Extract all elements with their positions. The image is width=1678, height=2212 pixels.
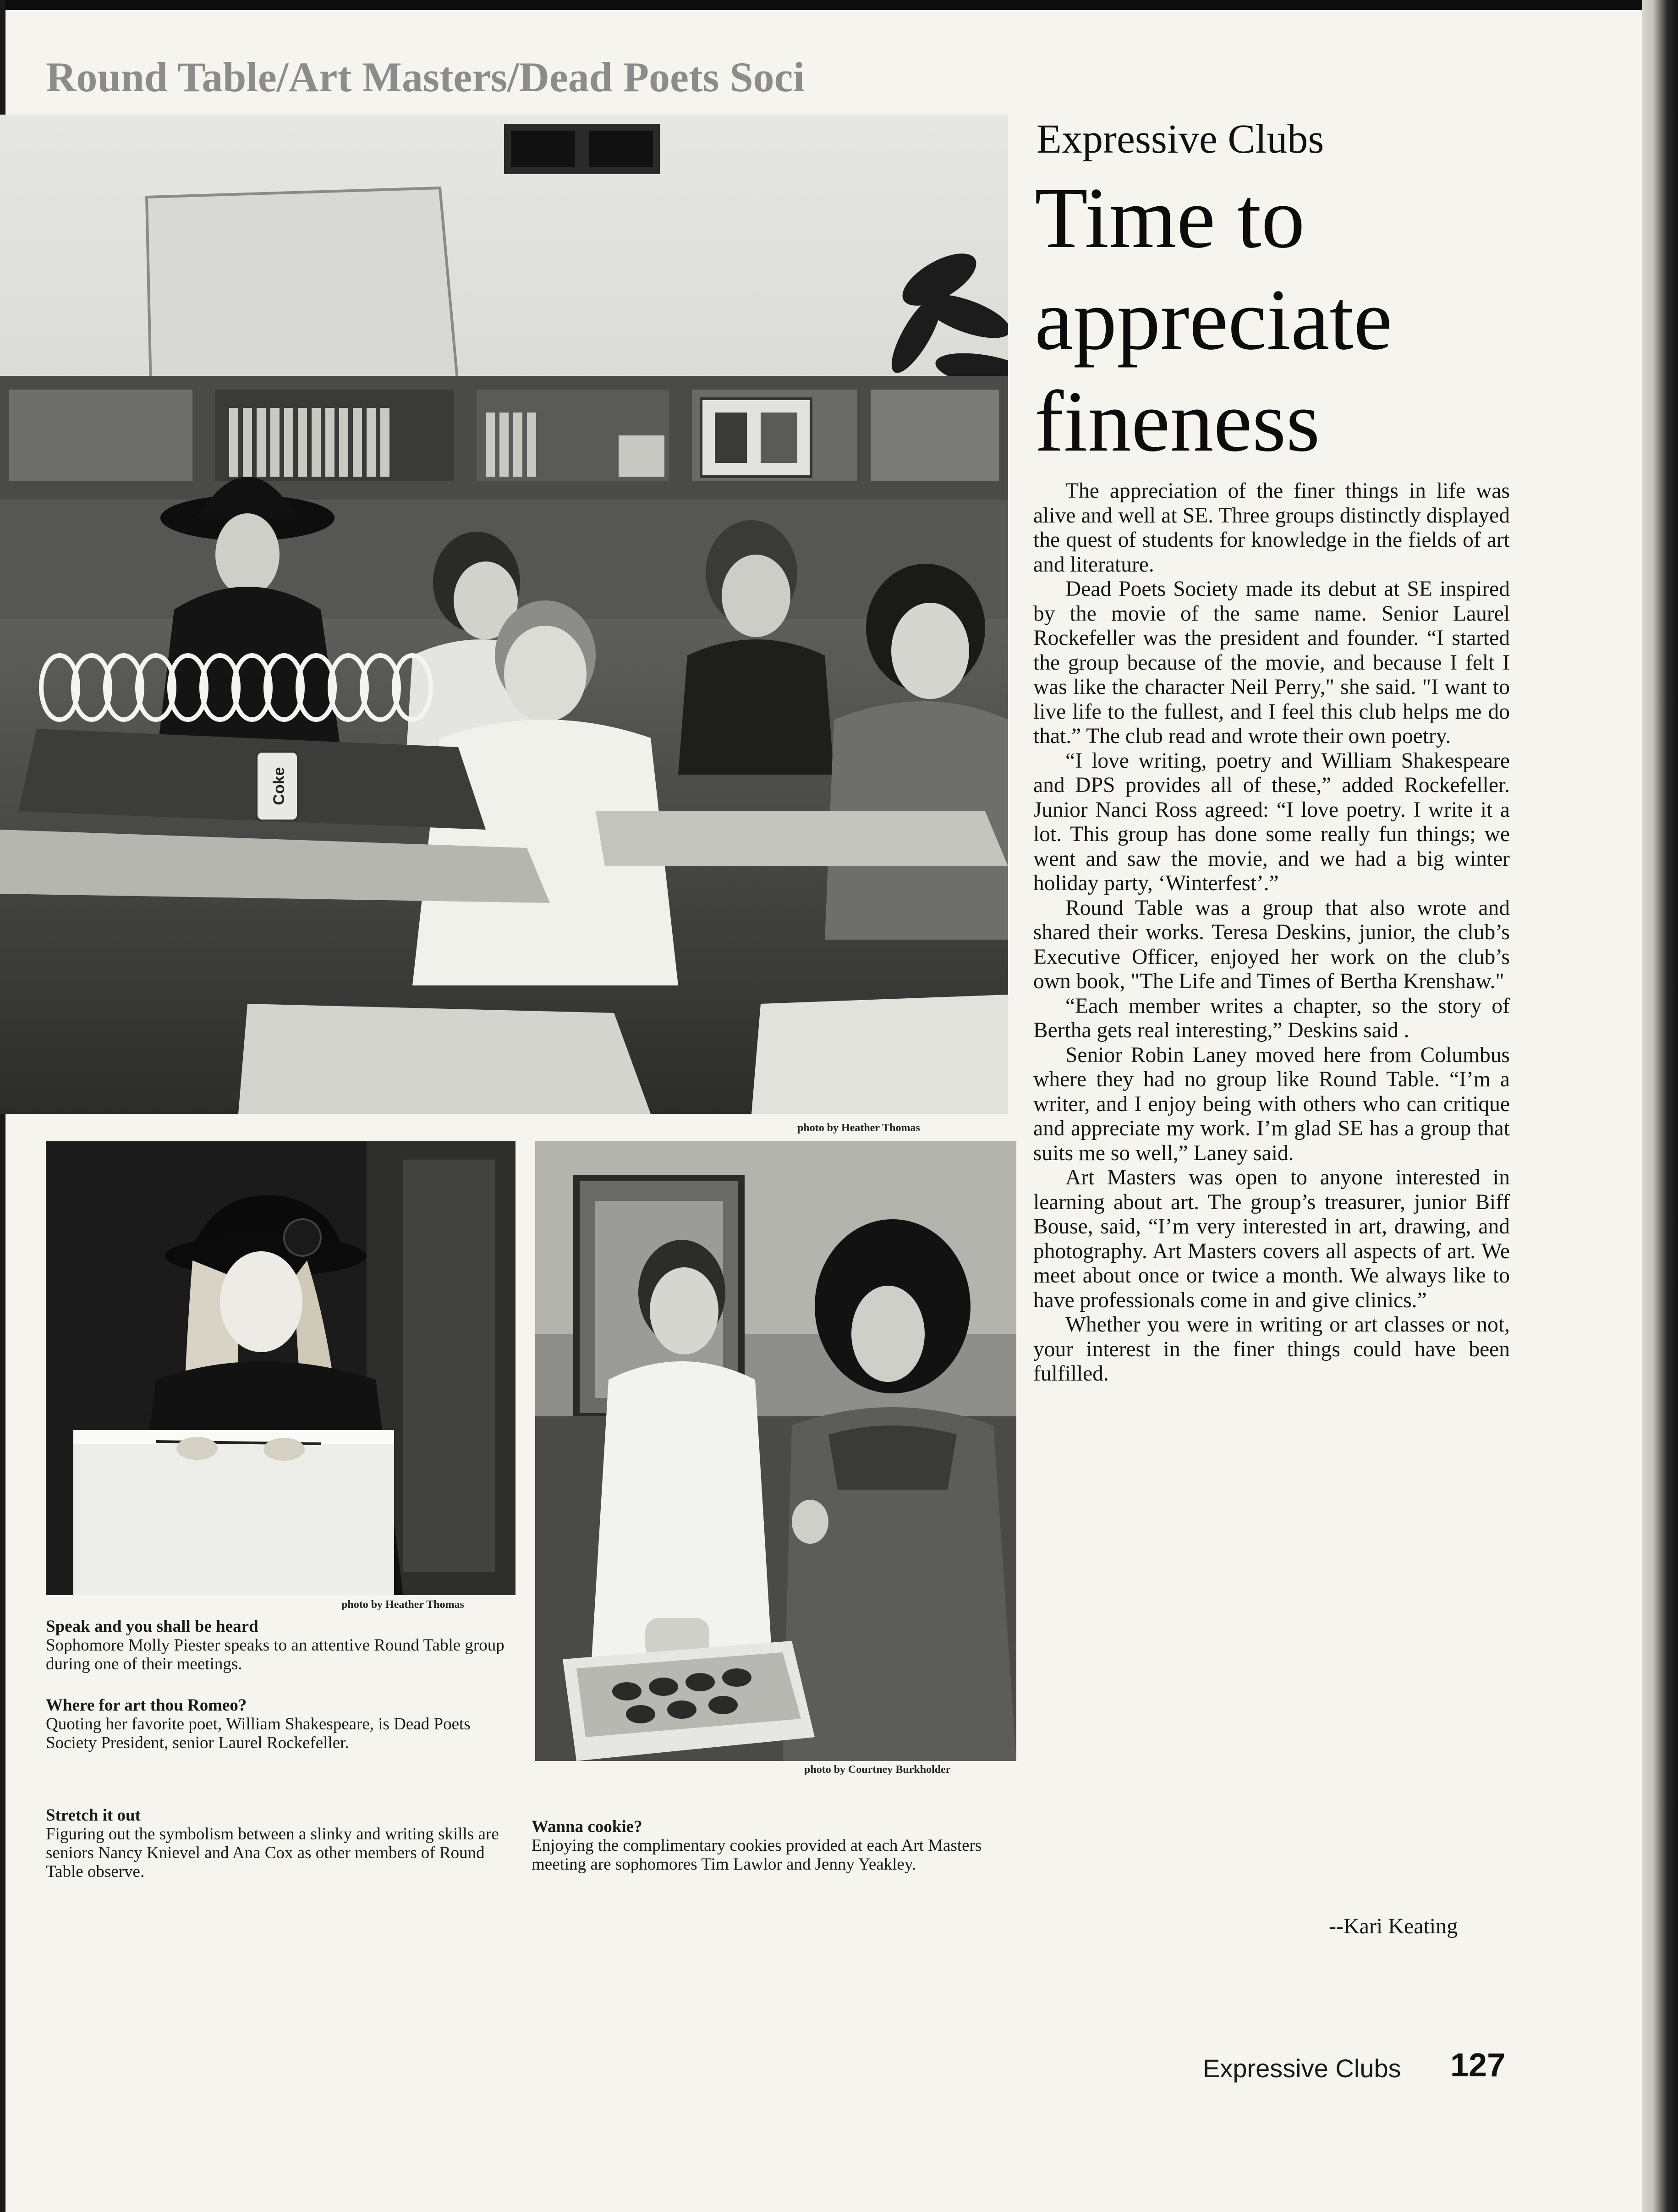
headline-line: appreciate — [1035, 272, 1393, 368]
left-photo — [46, 1141, 515, 1595]
caption-title: Speak and you shall be heard — [46, 1617, 258, 1636]
headline — [1035, 167, 1562, 473]
section-header: Round Table/Art Masters/Dead Poets Soci — [46, 54, 805, 100]
caption-stretch — [46, 1806, 513, 1881]
caption-body: Figuring out the symbolism between a slinky and writing skills are seniors Nancy Knievel and Ana Cox as other members of Round Table observe. — [46, 1825, 499, 1881]
main-photo — [0, 115, 1008, 1114]
headline-line: fineness — [1035, 374, 1320, 470]
article-paragraph: Round Table was a group that also wrote and shared their works. Teresa Deskins, junior, the club’s Executive Officer, enjoyed her work on the club’s own book, "The Life and Times of Bertha Krenshaw." — [1033, 896, 1510, 993]
caption-speak — [46, 1617, 513, 1673]
article-body — [1033, 479, 1510, 1387]
main-photo-credit: photo by Heather Thomas — [797, 1122, 920, 1134]
caption-title: Stretch it out — [46, 1806, 141, 1825]
caption-body: Quoting her favorite poet, William Shakespeare, is Dead Poets Society President, senior Laurel Rockefeller. — [46, 1715, 471, 1752]
caption-body: Sophomore Molly Piester speaks to an attentive Round Table group during one of their meetings. — [46, 1636, 504, 1673]
caption-title: Wanna cookie? — [532, 1817, 642, 1836]
soda-can-label: Coke — [270, 767, 288, 805]
article-paragraph: “Each member writes a chapter, so the story of Bertha gets real interesting,” Deskins said . — [1033, 994, 1510, 1042]
kicker: Expressive Clubs — [1036, 116, 1324, 162]
article-paragraph: Art Masters was open to anyone interested in learning about art. The group’s treasurer, junior Biff Bouse, said, “I’m very interested in art, drawing, and photography. Art Masters covers all aspects of art. We meet about once or twice a month. We always like to have professionals come in and give clinics.” — [1033, 1166, 1510, 1312]
page-binding-edge — [1642, 0, 1678, 2212]
left-photo-credit: photo by Heather Thomas — [341, 1599, 464, 1611]
caption-title: Where for art thou Romeo? — [46, 1696, 247, 1715]
caption-romeo — [46, 1696, 513, 1752]
right-photo — [535, 1141, 1016, 1761]
byline: --Kari Keating — [1329, 1914, 1458, 1938]
article-paragraph: Whether you were in writing or art classes or not, your interest in the finer things could have been fulfilled. — [1033, 1313, 1510, 1386]
right-photo-credit: photo by Courtney Burkholder — [804, 1764, 951, 1776]
article-paragraph: “I love writing, poetry and William Shakespeare and DPS provides all of these,” added Rockefeller. Junior Nanci Ross agreed: “I love poetry. I write it a lot. This group has done some really fun things; we went and saw the movie, and we had a big winter holiday party, ‘Winterfest’.” — [1033, 748, 1510, 895]
page-number: 127 — [1450, 2047, 1506, 2084]
article-paragraph: Senior Robin Laney moved here from Columbus where they had no group like Round Table. “I’m a writer, and I enjoy being with others who can critique and appreciate my work. I’m glad SE has a group that suits me so well,” Laney said. — [1033, 1043, 1510, 1165]
caption-cookie — [532, 1817, 1008, 1874]
caption-body: Enjoying the complimentary cookies provided at each Art Masters meeting are sophomores Tim Lawlor and Jenny Yeakley. — [532, 1836, 982, 1874]
folio-label: Expressive Clubs — [1203, 2054, 1401, 2083]
article-paragraph: The appreciation of the finer things in life was alive and well at SE. Three groups distinctly displayed the quest of students for knowledge in the fields of art and literature. — [1033, 479, 1510, 577]
article-paragraph: Dead Poets Society made its debut at SE inspired by the movie of the same name. Senior Laurel Rockefeller was the president and founder. “I started the group because of the movie, and because I felt I was like the character Neil Perry," she said. "I want to live life to the fullest, and I feel this club helps me do that.” The club read and wrote their own poetry. — [1033, 577, 1510, 748]
headline-line: Time to — [1035, 170, 1305, 266]
page-edge-top — [0, 0, 1678, 10]
